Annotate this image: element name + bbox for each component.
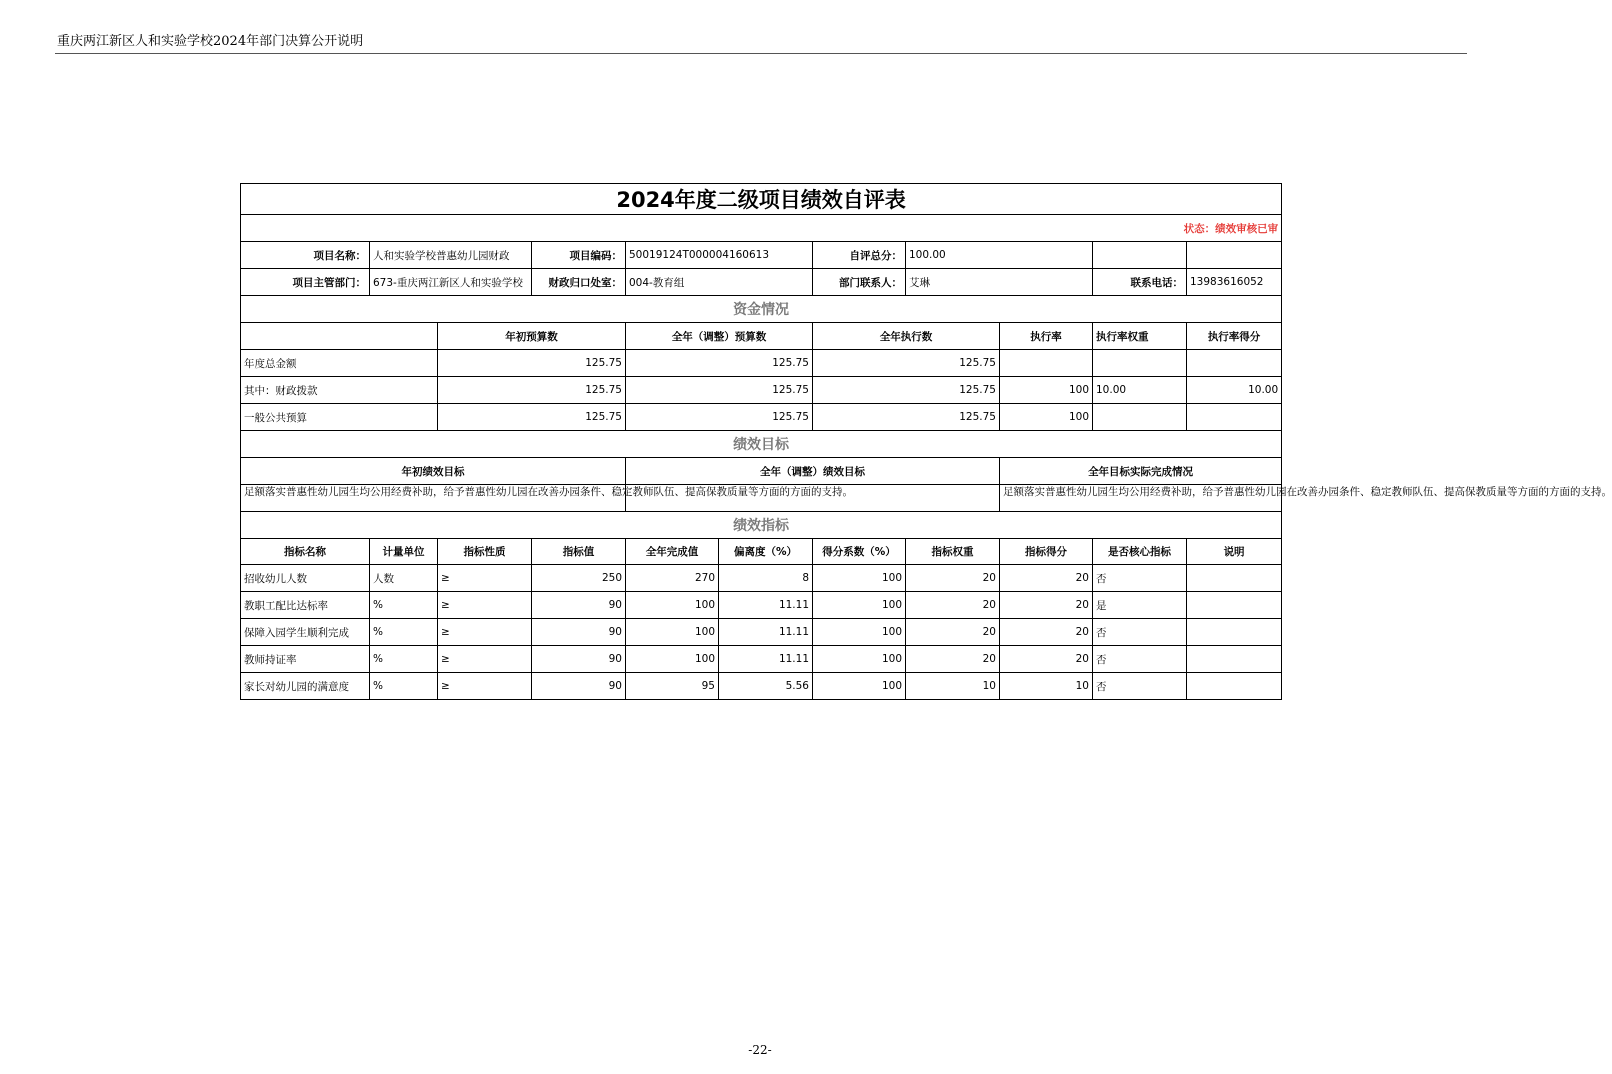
- funds-rate: 100: [1000, 377, 1093, 404]
- funds-executed: 125.75: [813, 377, 1000, 404]
- table-row: [241, 619, 1282, 646]
- indicator-header: 指标性质: [438, 539, 532, 565]
- status-badge: 状态：绩效审核已审: [241, 215, 1282, 242]
- indicator-weight: 20: [906, 619, 1000, 646]
- indicator-actual: 270: [626, 565, 719, 592]
- funds-row-label: 其中：财政拨款: [241, 377, 438, 404]
- indicator-header: 得分系数（%）: [813, 539, 906, 565]
- indicator-coef: 100: [813, 646, 906, 673]
- funds-adjusted: 125.75: [626, 404, 813, 431]
- header-divider: [55, 53, 1467, 54]
- finance-label: 财政归口处室：: [532, 269, 626, 296]
- indicator-score: 10: [1000, 673, 1093, 700]
- indicator-core: 否: [1093, 646, 1187, 673]
- funds-rate: 100: [1000, 404, 1093, 431]
- funds-adjusted: 125.75: [626, 377, 813, 404]
- project-code-value: 50019124T000004160613: [626, 242, 813, 269]
- indicators-header-row: [241, 539, 1282, 565]
- indicator-actual: 100: [626, 646, 719, 673]
- indicator-unit: %: [370, 673, 438, 700]
- table-row: [241, 565, 1282, 592]
- info-row-1: [241, 242, 1282, 269]
- indicator-name: 招收幼儿人数: [241, 565, 370, 592]
- empty-cell: [1093, 242, 1187, 269]
- indicator-header: 指标名称: [241, 539, 370, 565]
- indicator-actual: 95: [626, 673, 719, 700]
- funds-weight: [1093, 350, 1187, 377]
- indicator-name: 保障入园学生顺利完成: [241, 619, 370, 646]
- goals-header: 全年（调整）绩效目标: [626, 458, 1000, 485]
- funds-row-label: 一般公共预算: [241, 404, 438, 431]
- table-title: 2024年度二级项目绩效自评表: [241, 184, 1282, 215]
- indicator-deviation: 5.56: [719, 673, 813, 700]
- empty-cell: [241, 323, 438, 350]
- indicator-nature: ≥: [438, 592, 532, 619]
- table-row: [241, 673, 1282, 700]
- indicator-coef: 100: [813, 619, 906, 646]
- indicator-header: 指标权重: [906, 539, 1000, 565]
- page-number: -22-: [748, 1043, 772, 1057]
- indicator-header: 计量单位: [370, 539, 438, 565]
- indicator-unit: %: [370, 646, 438, 673]
- funds-header: 执行率权重: [1093, 323, 1187, 350]
- indicator-core: 是: [1093, 592, 1187, 619]
- indicator-core: 否: [1093, 673, 1187, 700]
- indicator-unit: 人数: [370, 565, 438, 592]
- funds-section-title: 资金情况: [241, 296, 1282, 323]
- performance-table: [240, 183, 1612, 700]
- info-row-2: [241, 269, 1282, 296]
- indicator-weight: 20: [906, 592, 1000, 619]
- document-header: 重庆两江新区人和实验学校2024年部门决算公开说明: [57, 34, 364, 49]
- indicator-unit: %: [370, 619, 438, 646]
- score-label: 自评总分：: [813, 242, 906, 269]
- funds-weight: 10.00: [1093, 377, 1187, 404]
- funds-budget: 125.75: [438, 350, 626, 377]
- funds-header: 全年（调整）预算数: [626, 323, 813, 350]
- indicator-weight: 10: [906, 673, 1000, 700]
- indicator-header: 说明: [1187, 539, 1282, 565]
- indicator-coef: 100: [813, 592, 906, 619]
- indicator-nature: ≥: [438, 619, 532, 646]
- indicator-note: [1187, 646, 1282, 673]
- project-name-value: 人和实验学校普惠幼儿园财政: [370, 242, 532, 269]
- indicator-core: 否: [1093, 565, 1187, 592]
- indicator-name: 教师持证率: [241, 646, 370, 673]
- indicator-score: 20: [1000, 619, 1093, 646]
- indicator-coef: 100: [813, 673, 906, 700]
- project-name-label: 项目名称：: [241, 242, 370, 269]
- indicator-target: 90: [532, 592, 626, 619]
- contact-label: 部门联系人：: [813, 269, 906, 296]
- funds-executed: 125.75: [813, 350, 1000, 377]
- indicator-note: [1187, 673, 1282, 700]
- phone-label: 联系电话：: [1093, 269, 1187, 296]
- funds-header: 年初预算数: [438, 323, 626, 350]
- goals-header-row: [241, 458, 1282, 485]
- actual-goal-text: 足额落实普惠性幼儿园生均公用经费补助，给予普惠性幼儿园在改善办园条件、稳定教师队伍、提高保教质量等方面的方面的支持。: [1000, 485, 1282, 512]
- funds-score: 10.00: [1187, 377, 1282, 404]
- indicator-score: 20: [1000, 565, 1093, 592]
- goals-header: 全年目标实际完成情况: [1000, 458, 1282, 485]
- indicator-target: 250: [532, 565, 626, 592]
- empty-cell: [1187, 242, 1282, 269]
- indicator-unit: %: [370, 592, 438, 619]
- funds-header: 执行率: [1000, 323, 1093, 350]
- finance-value: 004-教育组: [626, 269, 813, 296]
- project-code-label: 项目编码：: [532, 242, 626, 269]
- funds-adjusted: 125.75: [626, 350, 813, 377]
- funds-row: [241, 404, 1282, 431]
- indicator-name: 教职工配比达标率: [241, 592, 370, 619]
- indicator-header: 指标值: [532, 539, 626, 565]
- indicator-nature: ≥: [438, 646, 532, 673]
- indicator-nature: ≥: [438, 565, 532, 592]
- indicator-target: 90: [532, 673, 626, 700]
- indicator-header: 是否核心指标: [1093, 539, 1187, 565]
- initial-goal-text: 足额落实普惠性幼儿园生均公用经费补助，给予普惠性幼儿园在改善办园条件、稳定教师队伍、提高保教质量等方面的方面的支持。: [241, 485, 626, 512]
- funds-row: [241, 377, 1282, 404]
- indicators-section-title: 绩效指标: [241, 512, 1282, 539]
- indicator-score: 20: [1000, 646, 1093, 673]
- indicator-name: 家长对幼儿园的满意度: [241, 673, 370, 700]
- indicator-note: [1187, 619, 1282, 646]
- indicator-actual: 100: [626, 619, 719, 646]
- indicator-target: 90: [532, 646, 626, 673]
- indicator-deviation: 11.11: [719, 646, 813, 673]
- indicator-score: 20: [1000, 592, 1093, 619]
- funds-score: [1187, 350, 1282, 377]
- indicator-weight: 20: [906, 565, 1000, 592]
- indicator-core: 否: [1093, 619, 1187, 646]
- funds-header: 全年执行数: [813, 323, 1000, 350]
- indicator-target: 90: [532, 619, 626, 646]
- phone-value: 13983616052: [1187, 269, 1282, 296]
- funds-budget: 125.75: [438, 404, 626, 431]
- indicator-deviation: 11.11: [719, 619, 813, 646]
- indicator-header: 全年完成值: [626, 539, 719, 565]
- dept-value: 673-重庆两江新区人和实验学校: [370, 269, 532, 296]
- indicator-coef: 100: [813, 565, 906, 592]
- table-row: [241, 592, 1282, 619]
- funds-score: [1187, 404, 1282, 431]
- funds-row: [241, 350, 1282, 377]
- funds-executed: 125.75: [813, 404, 1000, 431]
- indicator-nature: ≥: [438, 673, 532, 700]
- funds-header: 执行率得分: [1187, 323, 1282, 350]
- indicator-note: [1187, 592, 1282, 619]
- goals-section-title: 绩效目标: [241, 431, 1282, 458]
- contact-value: 艾琳: [906, 269, 1093, 296]
- funds-rate: [1000, 350, 1093, 377]
- funds-budget: 125.75: [438, 377, 626, 404]
- indicator-header: 偏离度（%）: [719, 539, 813, 565]
- indicator-weight: 20: [906, 646, 1000, 673]
- goals-content-row: [241, 485, 1282, 512]
- indicator-deviation: 11.11: [719, 592, 813, 619]
- indicator-deviation: 8: [719, 565, 813, 592]
- indicator-header: 指标得分: [1000, 539, 1093, 565]
- funds-header-row: [241, 323, 1282, 350]
- dept-label: 项目主管部门：: [241, 269, 370, 296]
- funds-row-label: 年度总金额: [241, 350, 438, 377]
- table-row: [241, 646, 1282, 673]
- score-value: 100.00: [906, 242, 1093, 269]
- goals-header: 年初绩效目标: [241, 458, 626, 485]
- funds-weight: [1093, 404, 1187, 431]
- indicator-actual: 100: [626, 592, 719, 619]
- indicator-note: [1187, 565, 1282, 592]
